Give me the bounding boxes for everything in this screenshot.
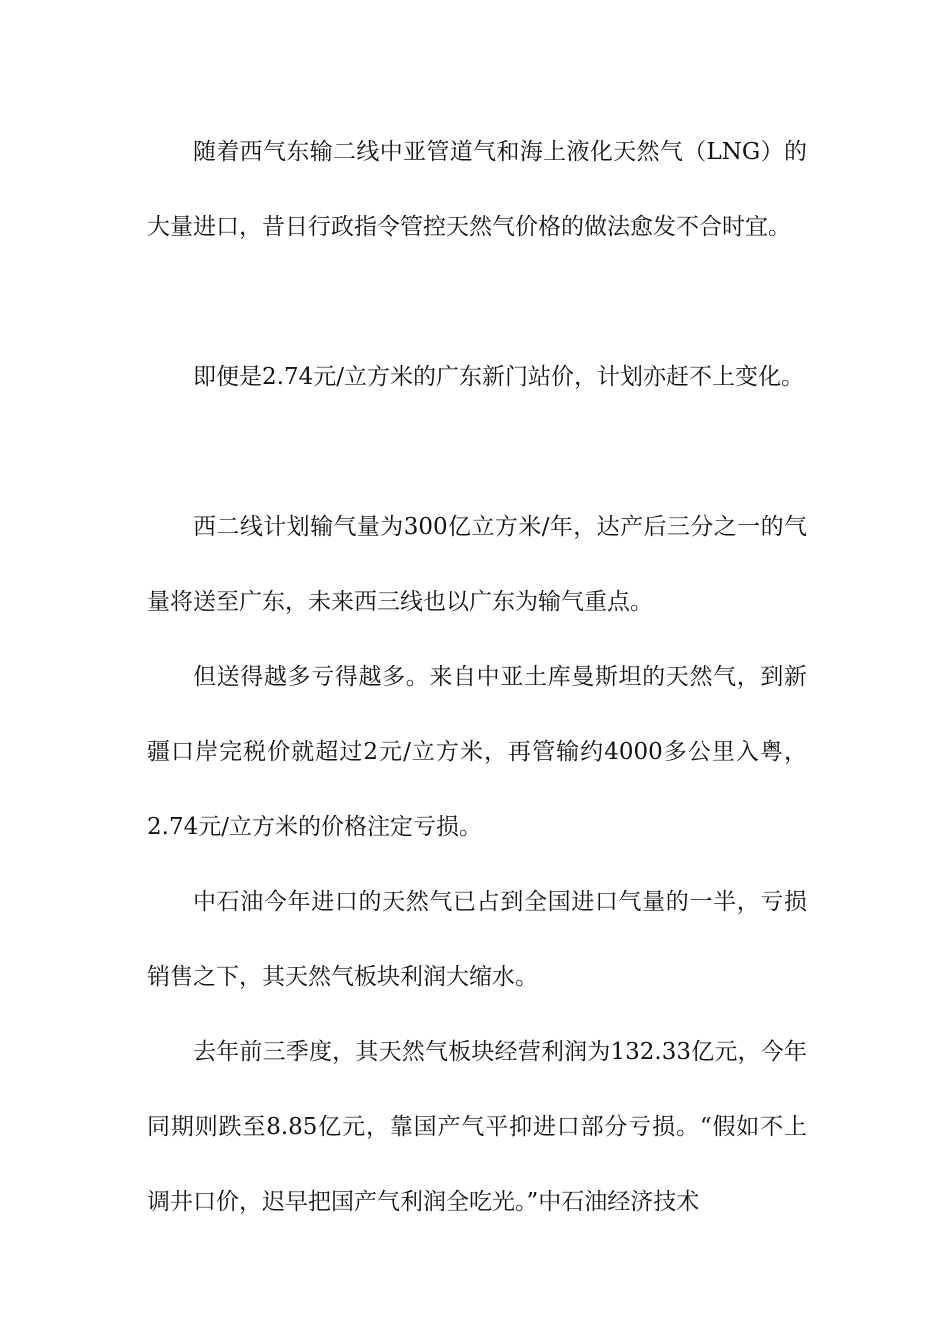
paragraph-guangdong-gate-price: 即便是2.74元/立方米的广东新门站价，计划亦赶不上变化。 — [193, 364, 804, 390]
paragraph-lng-imports: 随着西气东输二线中亚管道气和海上液化天然气（LNG）的大量进口，昔日行政指令管控天然气价格的做法愈发不合时宜。 — [147, 139, 807, 240]
paragraph-west-east-line-2: 西二线计划输气量为300亿立方米/年，达产后三分之一的气量将送至广东，未来西三线也以广东为输气重点。 — [147, 514, 807, 615]
paragraph-operating-profit: 去年前三季度，其天然气板块经营利润为132.33亿元，今年同期则跌至8.85亿元，靠国产气平抑进口部分亏损。“假如不上调井口价，迟早把国产气利润全吃光。”中石油经济技术 — [147, 1039, 807, 1215]
paragraph-petrochina-share: 中石油今年进口的天然气已占到全国进口气量的一半，亏损销售之下，其天然气板块利润大缩水。 — [147, 889, 807, 990]
paragraph-import-losses: 但送得越多亏得越多。来自中亚土库曼斯坦的天然气，到新疆口岸完税价就超过2元/立方米，再管输约4000多公里入粤，2.74元/立方米的价格注定亏损。 — [147, 664, 807, 840]
